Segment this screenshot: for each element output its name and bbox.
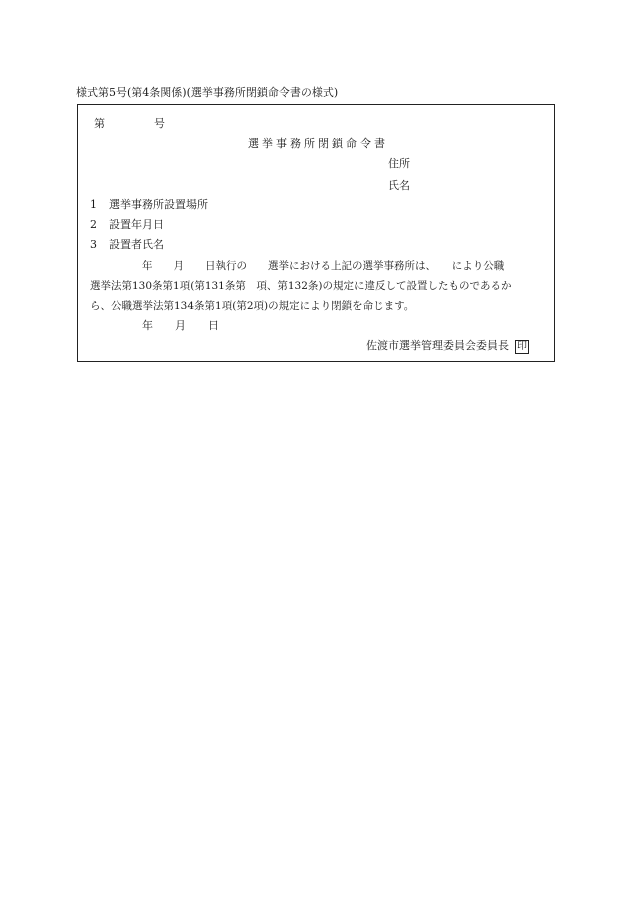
number-prefix: 第 <box>94 117 105 130</box>
body-line-3: ら、公職選挙法第134条第1項(第2項)の規定により閉鎖を命じます。 <box>90 300 415 312</box>
item-founder: 3 設置者氏名 <box>90 238 164 251</box>
form-caption: 様式第5号(第4条関係)(選挙事務所閉鎖命令書の様式) <box>76 86 339 99</box>
item-date: 2 設置年月日 <box>90 218 164 231</box>
seal-stamp: 印 <box>517 341 527 352</box>
document-title: 選挙事務所閉鎖命令書 <box>248 137 388 150</box>
issuer-line <box>366 339 529 354</box>
name-label: 氏名 <box>388 179 410 192</box>
address-label: 住所 <box>388 157 410 170</box>
order-document-frame <box>77 104 555 362</box>
body-line-1: 年 月 日執行の 選挙における上記の選挙事務所は、 により公職 <box>142 260 505 272</box>
number-suffix: 号 <box>154 117 165 130</box>
issue-date: 年 月 日 <box>142 319 219 332</box>
item-location: 1 選挙事務所設置場所 <box>90 198 208 211</box>
body-line-2: 選挙法第130条第1項(第131条第 項、第132条)の規定に違反して設置したものであるか <box>90 280 512 292</box>
issuer-name: 佐渡市選挙管理委員会委員長 <box>366 339 509 352</box>
